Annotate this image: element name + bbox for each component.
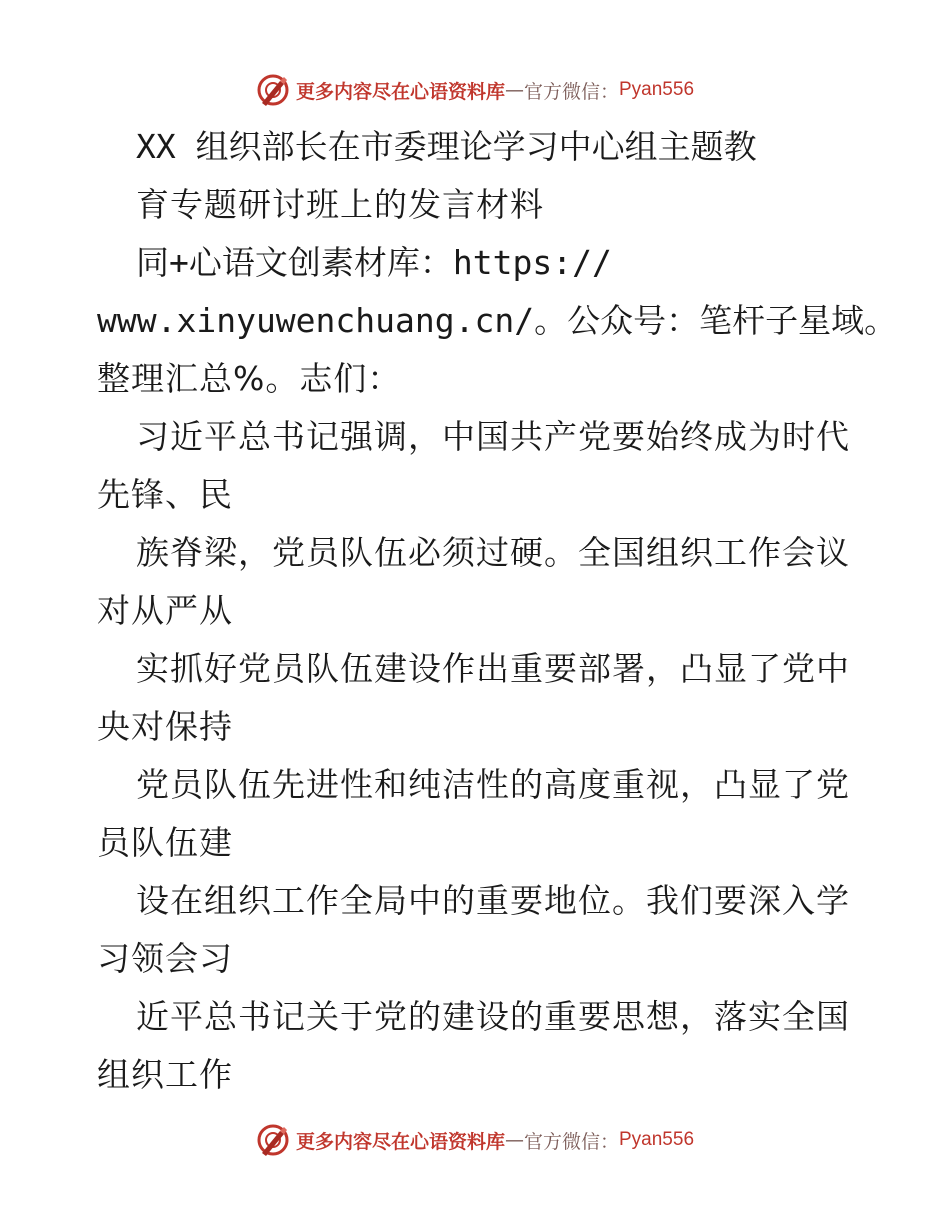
banner-wechat-id: Pyan556: [619, 79, 695, 100]
banner-site-text: 更多内容尽在心语资料库: [295, 1130, 505, 1153]
paragraph-line: 习领会习: [97, 939, 233, 978]
banner-official-label: 官方微信：: [523, 1130, 619, 1153]
banner-official-label: 官方微信：: [523, 80, 619, 103]
paragraph-line: 员队伍建: [97, 823, 233, 862]
banner-dash: —: [504, 1129, 524, 1151]
document-title-line-2: 育专题研讨班上的发言材料: [136, 185, 544, 224]
banner-wechat-id: Pyan556: [619, 1129, 695, 1150]
paragraph-line: 对从严从: [97, 591, 233, 630]
promo-line-2: www.xinyuwenchuang.cn/。公众号：笔杆子星域。: [97, 301, 898, 340]
paragraph-line: 实抓好党员队伍建设作出重要部署，凸显了党中: [136, 649, 850, 688]
header-watermark-banner: [0, 70, 950, 110]
red-pen-logo-icon: [256, 73, 290, 107]
paragraph-line: 习近平总书记强调，中国共产党要始终成为时代: [136, 417, 850, 456]
paragraph-line: 设在组织工作全局中的重要地位。我们要深入学: [136, 881, 850, 920]
document-title-line-1: XX 组织部长在市委理论学习中心组主题教: [136, 127, 757, 166]
paragraph-line: 族脊梁，党员队伍必须过硬。全国组织工作会议: [136, 533, 850, 572]
paragraph-line: 先锋、民: [97, 475, 233, 514]
paragraph-line: 党员队伍先进性和纯洁性的高度重视，凸显了党: [136, 765, 850, 804]
promo-line-1: 同+心语文创素材库：https://: [136, 243, 612, 282]
paragraph-line: 央对保持: [97, 707, 233, 746]
red-pen-logo-icon: [256, 1123, 290, 1157]
promo-line-3: 整理汇总%。志们：: [97, 359, 402, 398]
banner-dash: —: [504, 79, 524, 101]
document-body: [97, 118, 898, 1104]
banner-site-text: 更多内容尽在心语资料库: [295, 80, 505, 103]
footer-watermark-banner: [0, 1120, 950, 1160]
paragraph-line: 近平总书记关于党的建设的重要思想，落实全国: [136, 997, 850, 1036]
paragraph-line: 组织工作: [97, 1055, 233, 1094]
